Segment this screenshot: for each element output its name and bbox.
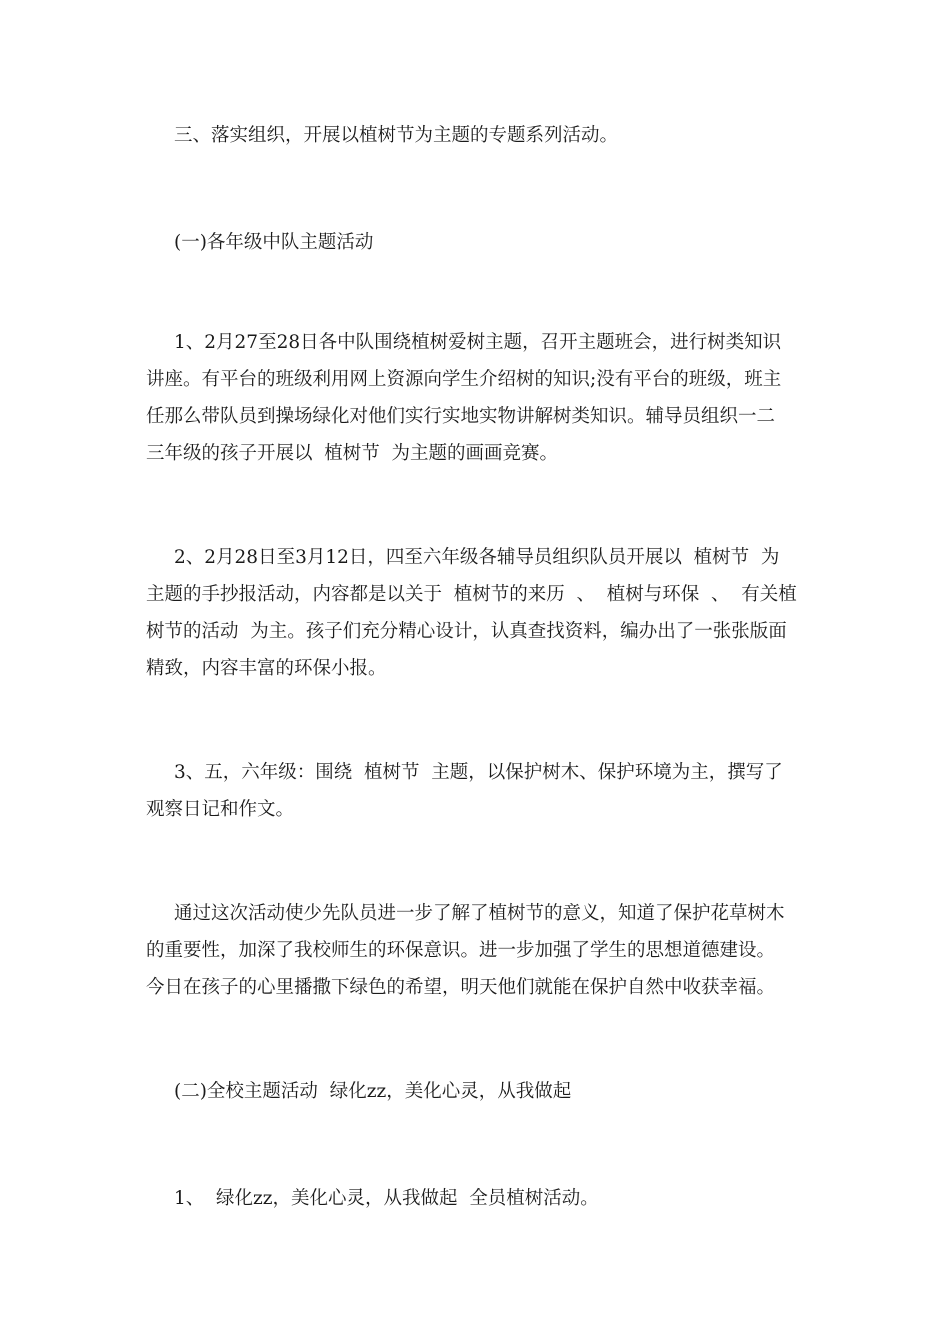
paragraph-line: 讲座。有平台的班级利用网上资源向学生介绍树的知识;没有平台的班级，班主 — [146, 369, 782, 390]
paragraph-line: 今日在孩子的心里播撒下绿色的希望，明天他们就能在保护自然中收获幸福。 — [146, 977, 776, 998]
paragraph-line: 树节的活动 为主。孩子们充分精心设计，认真查找资料，编办出了一张张版面 — [146, 621, 787, 642]
subsection-heading: (二)全校主题活动 绿化zz，美化心灵，从我做起 — [174, 1081, 572, 1102]
paragraph-line: 的重要性，加深了我校师生的环保意识。进一步加强了学生的思想道德建设。 — [146, 940, 776, 961]
paragraph-line: 任那么带队员到操场绿化对他们实行实地实物讲解树类知识。辅导员组织一二 — [146, 406, 776, 427]
paragraph-line: 1、2月27至28日各中队围绕植树爱树主题，召开主题班会，进行树类知识 — [174, 332, 782, 353]
paragraph-5: 1、 绿化zz，美化心灵，从我做起 全员植树活动。 — [174, 1188, 599, 1209]
paragraph-line: 观察日记和作文。 — [146, 799, 295, 820]
section-heading: 三、落实组织，开展以植树节为主题的专题系列活动。 — [174, 125, 619, 146]
paragraph-line: 主题的手抄报活动，内容都是以关于 植树节的来历 、 植树与环保 、 有关植 — [146, 584, 797, 605]
paragraph-line: 三年级的孩子开展以 植树节 为主题的画画竞赛。 — [146, 443, 559, 464]
paragraph-line: 精致，内容丰富的环保小报。 — [146, 658, 387, 679]
paragraph-line: 通过这次活动使少先队员进一步了解了植树节的意义，知道了保护花草树木 — [174, 903, 785, 924]
subsection-heading: (一)各年级中队主题活动 — [174, 232, 374, 253]
paragraph-line: 3、五，六年级：围绕 植树节 主题，以保护树木、保护环境为主，撰写了 — [174, 762, 783, 783]
paragraph-line: 2、2月28日至3月12日，四至六年级各辅导员组织队员开展以 植树节 为 — [174, 547, 780, 568]
